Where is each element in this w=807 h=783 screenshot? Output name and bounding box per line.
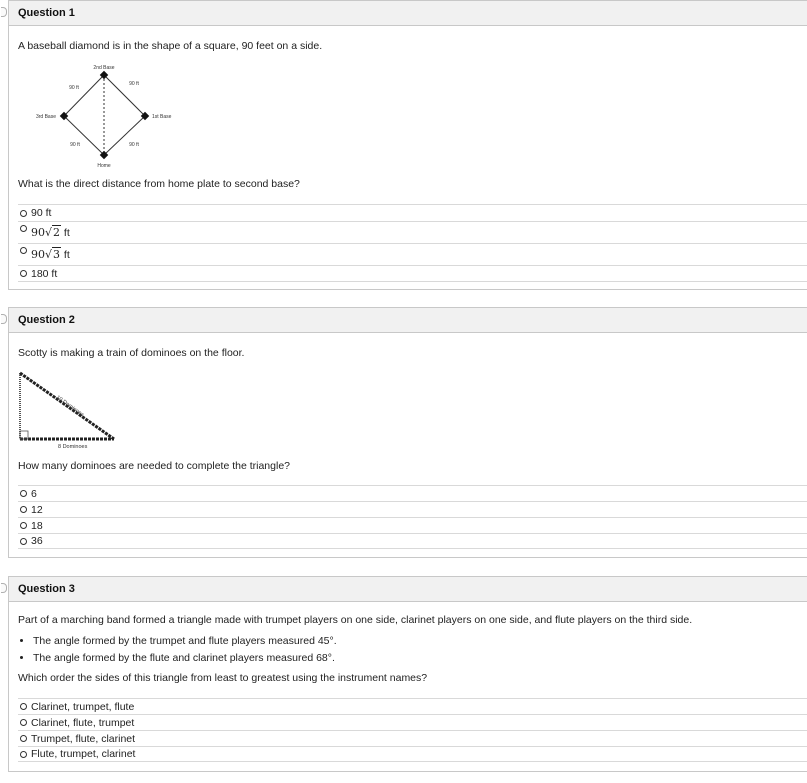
math-coefficient: 90 — [31, 248, 45, 261]
radio-icon[interactable] — [20, 247, 27, 254]
option-label: 12 — [31, 503, 43, 516]
bullet-icon — [20, 656, 23, 659]
question-3-prompt: Which order the sides of this triangle from least to greatest using the instrument names? — [18, 672, 428, 684]
option-label: 6 — [31, 487, 37, 500]
diamond-side-home-first — [104, 116, 145, 155]
question-2-stem: Scotty is making a train of dominoes on the floor. — [18, 347, 245, 359]
option-radio[interactable] — [18, 533, 807, 549]
radio-icon[interactable] — [20, 751, 27, 758]
option-radio[interactable] — [18, 221, 807, 243]
question-3-stem: Part of a marching band formed a triangle made with trumpet players on one side, clarinet players on one side, and flute players on the third side. — [18, 614, 693, 626]
first-base-label: 1st Base — [152, 114, 172, 120]
radio-icon[interactable] — [20, 719, 27, 726]
option-radio[interactable] — [18, 265, 807, 282]
given-angle-text: The angle formed by the flute and clarinet players measured 68°. — [33, 651, 335, 664]
baseball-diamond-figure — [18, 60, 188, 180]
option-math-90-sqrt-3 — [31, 248, 61, 261]
option-radio[interactable] — [18, 485, 807, 501]
math-radicand: 3 — [53, 248, 61, 261]
question-2-prompt: How many dominoes are needed to complete the triangle? — [18, 460, 290, 472]
radio-icon[interactable] — [20, 225, 27, 232]
question-3-given-list — [18, 632, 337, 666]
question-3-flag-marker[interactable] — [1, 583, 7, 593]
option-label: Clarinet, trumpet, flute — [31, 700, 135, 713]
option-radio[interactable] — [18, 204, 807, 221]
question-1-stem: A baseball diamond is in the shape of a square, 90 feet on a side. — [18, 40, 323, 52]
radio-icon[interactable] — [20, 506, 27, 513]
question-1-card — [8, 0, 807, 290]
question-1-options — [18, 204, 807, 282]
radio-icon[interactable] — [20, 735, 27, 742]
question-3-card — [8, 576, 807, 772]
option-label: Flute, trumpet, clarinet — [31, 748, 136, 760]
side-label-top-left: 90 ft — [69, 85, 79, 91]
option-label: Clarinet, flute, trumpet — [31, 716, 135, 729]
diamond-side-second-third — [64, 75, 104, 116]
question-1-title: Question 1 — [9, 1, 807, 26]
question-1-flag-marker[interactable] — [1, 7, 7, 17]
option-radio[interactable] — [18, 746, 807, 762]
side-label-bottom-left: 90 ft — [70, 142, 80, 148]
radio-icon[interactable] — [20, 210, 27, 217]
option-label: 180 ft — [31, 267, 58, 280]
radio-icon[interactable] — [20, 270, 27, 277]
domino-triangle-figure — [18, 369, 128, 455]
question-3-title: Question 3 — [9, 577, 807, 602]
option-unit: ft — [61, 248, 70, 261]
option-label: 18 — [31, 519, 43, 532]
option-radio[interactable] — [18, 714, 807, 730]
option-radio[interactable] — [18, 243, 807, 265]
option-radio[interactable] — [18, 698, 807, 714]
option-unit: ft — [61, 226, 70, 239]
bullet-icon — [20, 639, 23, 642]
question-2-card — [8, 307, 807, 558]
question-1-prompt: What is the direct distance from home plate to second base? — [18, 178, 300, 190]
radio-icon[interactable] — [20, 522, 27, 529]
option-radio[interactable] — [18, 501, 807, 517]
radio-icon[interactable] — [20, 490, 27, 497]
option-label: 90 ft — [31, 207, 52, 219]
question-3-options — [18, 698, 807, 762]
given-angle-item — [18, 632, 337, 649]
option-math-90-sqrt-2 — [31, 226, 61, 239]
base-label: 8 Dominoes — [58, 444, 88, 450]
option-label: 36 — [31, 535, 43, 547]
question-2-title: Question 2 — [9, 308, 807, 333]
question-2-flag-marker[interactable] — [1, 314, 7, 324]
math-coefficient: 90 — [31, 226, 45, 239]
radio-icon[interactable] — [20, 703, 27, 710]
diamond-side-third-home — [64, 116, 104, 155]
option-radio[interactable] — [18, 517, 807, 533]
question-2-options — [18, 485, 807, 549]
side-label-top-right: 90 ft — [129, 81, 139, 87]
home-label: Home — [97, 163, 111, 169]
option-radio[interactable] — [18, 730, 807, 746]
given-angle-item — [18, 649, 337, 666]
sqrt-sign: √ — [45, 226, 53, 239]
radio-icon[interactable] — [20, 538, 27, 545]
option-label: Trumpet, flute, clarinet — [31, 732, 136, 745]
side-label-bottom-right: 90 ft — [129, 142, 139, 148]
hypotenuse-label: 10 Dominoes — [54, 394, 85, 419]
third-base-label: 3rd Base — [35, 114, 56, 120]
math-radicand: 2 — [53, 226, 61, 239]
second-base-label: 2nd Base — [93, 65, 115, 71]
sqrt-sign: √ — [45, 248, 53, 261]
given-angle-text: The angle formed by the trumpet and flute players measured 45°. — [33, 634, 337, 647]
